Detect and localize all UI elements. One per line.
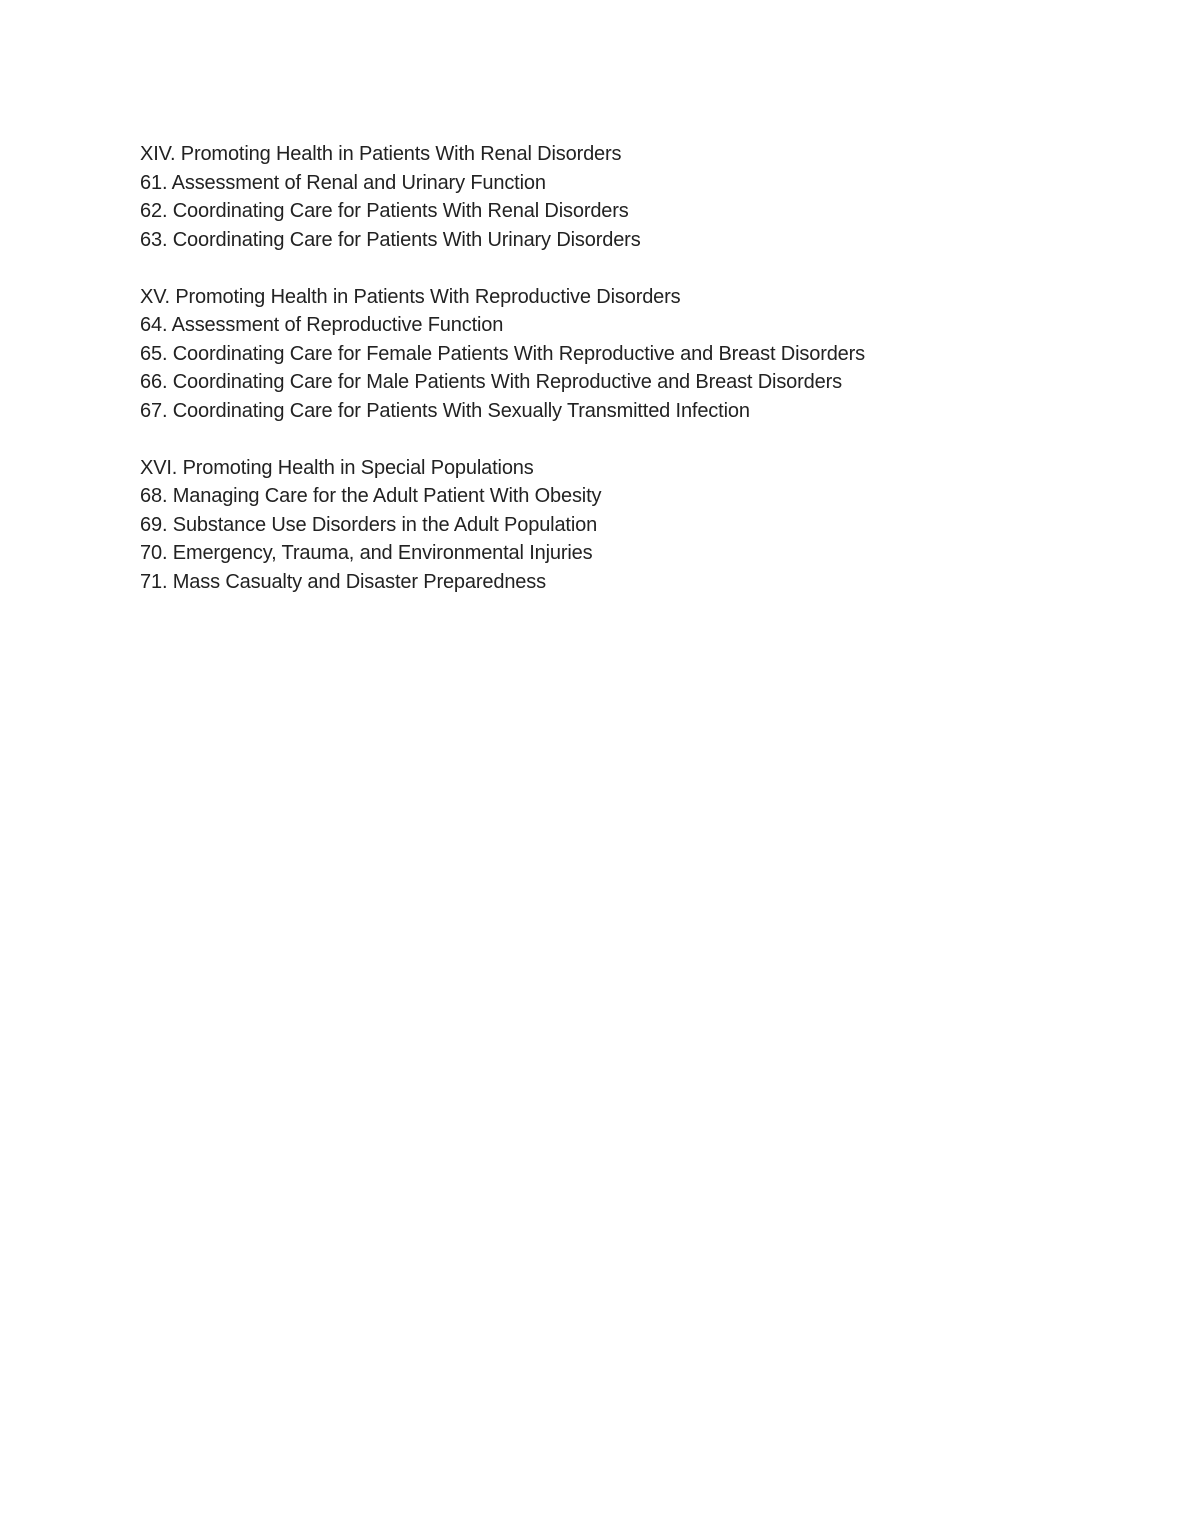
chapter-entry: 61. Assessment of Renal and Urinary Function	[140, 171, 546, 194]
toc-section-xiv	[140, 140, 1080, 254]
section-heading: XIV. Promoting Health in Patients With Renal Disorders	[140, 143, 622, 165]
chapter-entry: 62. Coordinating Care for Patients With Renal Disorders	[140, 200, 629, 222]
chapter-entry: 66. Coordinating Care for Male Patients With Reproductive and Breast Disorders	[140, 371, 842, 393]
toc-section-xvi	[140, 454, 1080, 597]
table-of-contents	[140, 140, 1080, 596]
chapter-entry: 65. Coordinating Care for Female Patients With Reproductive and Breast Disorders	[140, 342, 866, 365]
chapter-entry: 68. Managing Care for the Adult Patient With Obesity	[140, 485, 602, 507]
toc-section-xv	[140, 283, 1080, 426]
chapter-entry: 64. Assessment of Reproductive Function	[140, 314, 504, 336]
chapter-entry: 71. Mass Casualty and Disaster Preparedness	[140, 570, 546, 593]
chapter-entry: 67. Coordinating Care for Patients With Sexually Transmitted Infection	[140, 399, 750, 422]
chapter-entry: 69. Substance Use Disorders in the Adult Population	[140, 513, 598, 536]
section-heading: XV. Promoting Health in Patients With Reproductive Disorders	[140, 285, 681, 308]
chapter-entry: 70. Emergency, Trauma, and Environmental Injuries	[140, 542, 593, 564]
chapter-entry: 63. Coordinating Care for Patients With Urinary Disorders	[140, 228, 641, 251]
section-heading: XVI. Promoting Health in Special Populations	[140, 456, 534, 479]
